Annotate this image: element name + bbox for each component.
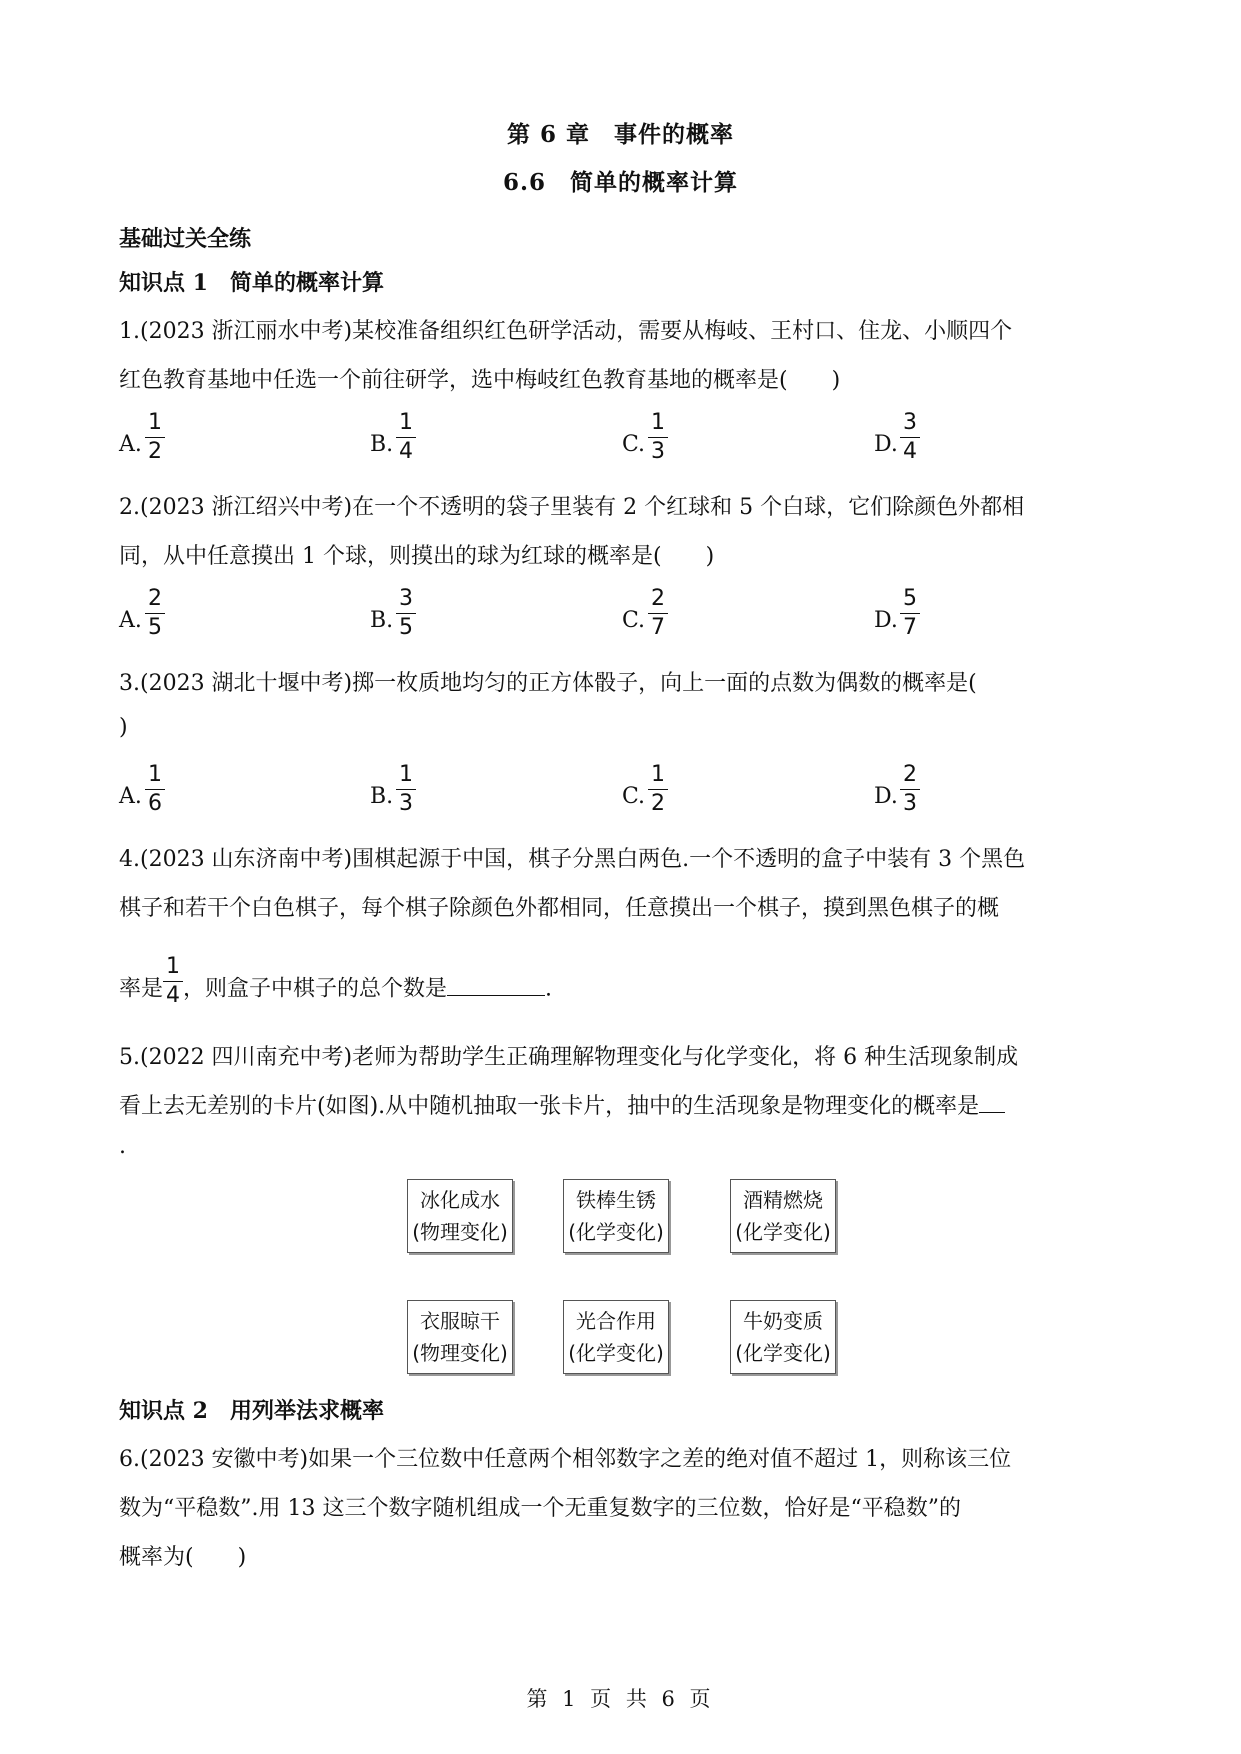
q5-line3: . [119, 1134, 126, 1159]
knowledge-point-2: 知识点 2 用列举法求概率 [119, 1398, 384, 1424]
q4-fraction: $\frac{1}{4}$ [163, 954, 183, 1009]
q2-line1: 2.(2023 浙江绍兴中考)在一个不透明的袋子里装有 2 个红球和 5 个白球，它们除颜色外都相 [119, 495, 1025, 520]
card-milk-spoiling: 牛奶变质 (化学变化) [730, 1300, 836, 1374]
practice-title: 基础过关全练 [119, 226, 252, 252]
q6-line1: 6.(2023 安徽中考)如果一个三位数中任意两个相邻数字之差的绝对值不超过 1，则称该三位 [119, 1447, 1012, 1472]
q6-line3: 概率为( ) [119, 1545, 247, 1570]
q6-line2: 数为“平稳数”.用 13 这三个数字随机组成一个无重复数字的三位数，恰好是“平稳数”的 [119, 1496, 961, 1521]
q4-answer-blank [447, 975, 545, 996]
knowledge-point-1: 知识点 1 简单的概率计算 [119, 270, 384, 296]
document-page: 第 6 章 事件的概率 6.6 简单的概率计算 基础过关全练 知识点 1 简单的概率计算 1.(2023 浙江丽水中考)某校准备组织红色研学活动，需要从梅岐、王村口、住龙、小顺四个 红色教育基地中任选一个前往研学，选中梅岐红色教育基地的概率是( ) A. 1 2 B. 1 4 C. 1 3 D. 3 4 2.(2023 浙江绍兴中考)在一个不透明的袋子里装有 2 个红球和 5 个白球，它们除颜色外都相 同，从中任意摸出 1 个球，则摸出的球为红球的概率是( ) A. 2 5 B. 3 5 C. 2 7 D. 5 7 3.(2023 湖北十堰中考)掷一枚质地均匀的正方体骰子，向上一面的点数为偶数的概率是( ) A. 1 6 B. 1 3 C. 1 2 D. 2 3 4.(2023 山东济南中考)围棋起源于中国，棋子分黑白两色.一个不透明的盒子中装有 3 个黑色 棋子和若干个白色棋子，每个棋子除颜色外都相同，任意摸出一个棋子，摸到黑色棋子的概 率是 $\frac{1}{4}$ ，则盒子中棋子的总个数是 . 5.(2022 四川南充中考)老师为帮助学生正确理解物理变化与化学变化，将 6 种生活现象制成 看上去无差别的卡片(如图).从中随机抽取一张卡片，抽中的生活现象是物理变化的概率是 . 冰化成水 (物理变化) 铁棒生锈 (化学变化) 酒精燃烧 (化学变化) 衣服晾干 (物理变化) 光合作用 (化学变化) 牛奶变质 (化学变化) 知识点 2 用列举法求概率 6.(2023 安徽中考)如果一个三位数中任意两个相邻数字之差的绝对值不超过 1，则称该三位 数为“平稳数”.用 13 这三个数字随机组成一个无重复数字的三位数，恰好是“平稳数”的 概率为( ) 第 1 页 共 6 页 [0, 0, 1241, 1754]
q5-line1: 5.(2022 四川南充中考)老师为帮助学生正确理解物理变化与化学变化，将 6 种生活现象制成 [119, 1045, 1019, 1070]
q5-answer-blank [979, 1092, 1005, 1113]
q4-line3: 率是 $\frac{1}{4}$ ，则盒子中棋子的总个数是 . [119, 954, 553, 1008]
card-photosynthesis: 光合作用 (化学变化) [563, 1300, 669, 1374]
page-footer: 第 1 页 共 6 页 [526, 1687, 715, 1711]
q4-line2: 棋子和若干个白色棋子，每个棋子除颜色外都相同，任意摸出一个棋子，摸到黑色棋子的概 [119, 896, 1000, 921]
q5-line2: 看上去无差别的卡片(如图).从中随机抽取一张卡片，抽中的生活现象是物理变化的概率是 [119, 1089, 1005, 1120]
card-iron-rust: 铁棒生锈 (化学变化) [563, 1179, 669, 1253]
chapter-title: 第 6 章 事件的概率 [506, 121, 735, 148]
q2-line2: 同，从中任意摸出 1 个球，则摸出的球为红球的概率是( ) [119, 544, 715, 569]
card-ice-to-water: 冰化成水 (物理变化) [407, 1179, 513, 1253]
section-title: 6.6 简单的概率计算 [502, 169, 738, 196]
q3-line1: 3.(2023 湖北十堰中考)掷一枚质地均匀的正方体骰子，向上一面的点数为偶数的概率是( [119, 671, 977, 696]
q3-line2: ) [119, 715, 128, 740]
card-alcohol-burning: 酒精燃烧 (化学变化) [730, 1179, 836, 1253]
q1-line2: 红色教育基地中任选一个前往研学，选中梅岐红色教育基地的概率是( ) [119, 368, 841, 393]
q1-line1: 1.(2023 浙江丽水中考)某校准备组织红色研学活动，需要从梅岐、王村口、住龙、小顺四个 [119, 319, 1013, 344]
card-clothes-drying: 衣服晾干 (物理变化) [407, 1300, 513, 1374]
q4-line1: 4.(2023 山东济南中考)围棋起源于中国，棋子分黑白两色.一个不透明的盒子中装有 3 个黑色 [119, 847, 1026, 872]
